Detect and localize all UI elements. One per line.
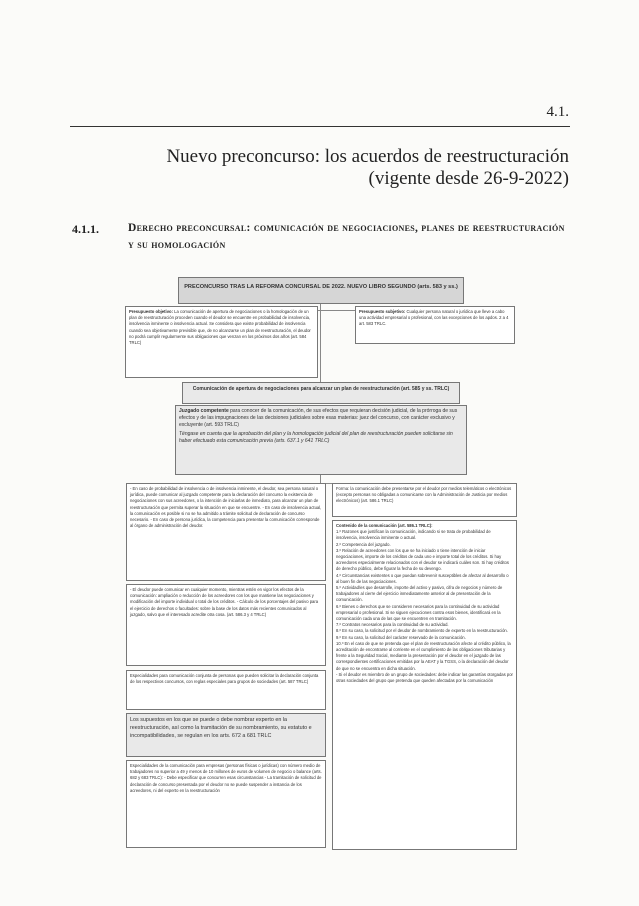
- left-box-2: - El deudor puede comunicar en cualquier momento, mientras estén en vigor los efectos de la comunicación: ampliación o reducción de los acreedores con los que mantiene las negociaciones y modificación del importe individual o total de los créditos. - Cálculo de los porcentajes del pasivo para el ejercicio de derechos o facultades: sobre la base de los datos más recientes comunicados al juzgado, salvo que el interesado acredite otra cosa. (art. 586.3 y 4 TRLC): [126, 584, 326, 666]
- left-box-1: - En caso de probabilidad de insolvencia o de insolvencia inminente, el deudor, sea persona natural o jurídica, puede comunicar al juzgado competente para la declaración del concurso la existencia de negociaciones con sus acreedores, o la intención de iniciarlas de inmediato, para alcanzar un plan de reestructuración que permita superar la situación en que se encuentre. - En caso de insolvencia actual, la comunicación es posible si no se ha admitido a trámite solicitud de declaración de concurso necesario. - En caso de persona jurídica, la competencia para presentar la comunicación corresponde al órgano de administración del deudor.: [126, 483, 326, 581]
- connector: [320, 475, 321, 483]
- right-box-1: Forma: la comunicación debe presentarse por el deudor por medios telemáticos o electrónicos (excepto personas no obligadas a comunicarse con la Administración de Justicia por medios electrónicos) (art. 586.1 TRLC): [332, 483, 517, 517]
- contenido-item: 4.º Circunstancias existentes o que puedan sobrevenir susceptibles de afectar al desarrollo o al buen fin de las negociaciones.: [336, 572, 509, 584]
- right-box-2: [332, 520, 517, 850]
- contenido-item: 3.º Relación de acreedores con los que se ha iniciado o tiene intención de iniciar negociaciones, importe de los créditos de cada uno e importe total de los créditos. Si hay acreedores especialmente relacionados con el deudor se indicará cuáles son. Si hay créditos de derecho público, debe figurar la fecha de su devengo.: [336, 547, 509, 572]
- subsection-number: 4.1.1.: [72, 222, 99, 236]
- diagram-top-title: PRECONCURSO TRAS LA REFORMA CONCURSAL DE 2022. NUEVO LIBRO SEGUNDO (arts. 583 y ss.): [178, 277, 464, 304]
- left-box-3: Especialidades para comunicación conjunta de personas que pueden solicitar la declaración conjunta de los respectivos concursos, con reglas especiales para grupos de sociedades (art. 587 TRLC): [126, 670, 326, 710]
- contenido-title: Contenido de la comunicación (art. 586.1 TRLC):: [336, 523, 433, 528]
- chapter-title: [166, 146, 569, 190]
- presupuesto-objetivo-text: La comunicación de apertura de negociaciones o la homologación de un plan de reestructuración proceden cuando el deudor se encuentre en probabilidad de insolvencia, insolvencia inminente o insolvencia actual. Se considera que existe probabilidad de insolvencia cuando sea objetivamente previsible que, de no alcanzarse un plan de reestructuración, el deudor no podrá cumplir regularmente sus obligaciones que venzan en los próximos dos años (art. 584 TRLC): [129, 309, 311, 346]
- contenido-item: 9.º En su caso, la solicitud del carácter reservado de la comunicación.: [336, 634, 466, 640]
- contenido-item: 8.º En su caso, la solicitud por el deudor de nombramiento de experto en la reestructuración.: [336, 628, 508, 634]
- contenido-item: 2.º Competencia del juzgado.: [336, 541, 391, 547]
- juzgado-box: [175, 405, 467, 475]
- contenido-item: 5.º Actividad/es que desarrolle, importe del activo y pasivo, cifra de negocios y número de trabajadores al cierre del ejercicio inmediatamente anterior al de presentación de la comunicación.: [336, 585, 503, 603]
- presupuesto-objetivo-label: Presupuesto objetivo:: [129, 309, 173, 314]
- left-box-5: Especialidades de la comunicación para empresas (personas físicas o jurídicas) con número medio de trabajadores no superior a 49 y menos de 10 millones de euros de volumen de negocio o balance (arts. 682 y 683 TRLC): - Debe especificar que concurren esas circunstancias - La tramitación de solicitud de declaración de concurso presentada por el deudor no se puede suspender a instancia de los acreedores, ni del experto en la reestructuración: [126, 760, 326, 848]
- presupuesto-subjetivo-box: [355, 306, 515, 344]
- header-rule: [70, 126, 570, 127]
- chapter-title-line2: (vigente desde 26-9-2022): [368, 168, 569, 189]
- presupuesto-subjetivo-text: Cualquier persona natural o jurídica que lleve a cabo una actividad empresarial o profesional, con las excepciones de los apdos. 2 a 4 art. 583 TRLC.: [359, 309, 509, 327]
- presupuesto-objetivo-box: [125, 306, 318, 378]
- juzgado-note: Téngase en cuenta que la aprobación del plan y la homologación judicial del plan de reestructuración pueden solicitarse sin haber efectuado esta comunicación previa (arts. 637.1 y 641 TRLC): [179, 430, 453, 444]
- comunicacion-title: Comunicación de apertura de negociaciones para alcanzar un plan de reestructuración (art. 585 y ss. TRLC): [182, 382, 460, 404]
- presupuesto-subjetivo-label: Presupuesto subjetivo:: [359, 309, 406, 314]
- connector: [320, 304, 321, 382]
- left-box-4: Los supuestos en los que se puede o debe nombrar experto en la reestructuración, así como la tramitación de su nombramiento, su estatuto e incompatibilidades, se regulan en los arts. 672 a 681 TRLC: [126, 713, 326, 757]
- juzgado-text: para conocer de la comunicación, de sus efectos que requieran decisión judicial, de la prórroga de sus efectos y de las impugnaciones de las decisiones judiciales sobre esas materias: juez del concurso, con carácter exclusivo y excluyente (art. 593 TRLC): [179, 408, 458, 429]
- contenido-item: 7.º Contratos necesarios para la continuidad de su actividad.: [336, 622, 449, 628]
- juzgado-label: Juzgado competente: [179, 408, 229, 414]
- contenido-item: 6.º Bienes o derechos que se consideren necesarios para la continuidad de su actividad empresarial o profesional. Si se siguen ejecuciones contra esos bienes, identificará en la comunicación cada una de las que se encuentren en tramitación.: [336, 603, 501, 622]
- contenido-item: 10.º En el caso de que se pretenda que el plan de reestructuración afecte al crédito público, la acreditación de encontrarse al corriente en el cumplimiento de las obligaciones tributarias y frente a la Seguridad Social, mediante la presentación por el deudor en el juzgado de las correspondientes certificaciones emitidas por la AEAT y la TGSS, o la declaración del deudor de que no se encuentra en dicha situación.: [336, 640, 511, 671]
- section-number: 4.1.: [546, 104, 569, 120]
- subsection-title: Derecho preconcursal: comunicación de negociaciones, planes de reestructuración y su homologación: [128, 222, 565, 251]
- contenido-item: - Si el deudor es miembro de un grupo de sociedades: debe indicar las garantías otorgadas por otras sociedades del grupo que pretenda que queden afectadas por la comunicación: [336, 671, 513, 684]
- contenido-item: 1.º Razones que justifican la comunicación, indicando si se trata de probabilidad de insolvencia, insolvencia inminente o actual.: [336, 529, 491, 541]
- chapter-title-line1: Nuevo preconcurso: los acuerdos de reestructuración: [166, 146, 569, 167]
